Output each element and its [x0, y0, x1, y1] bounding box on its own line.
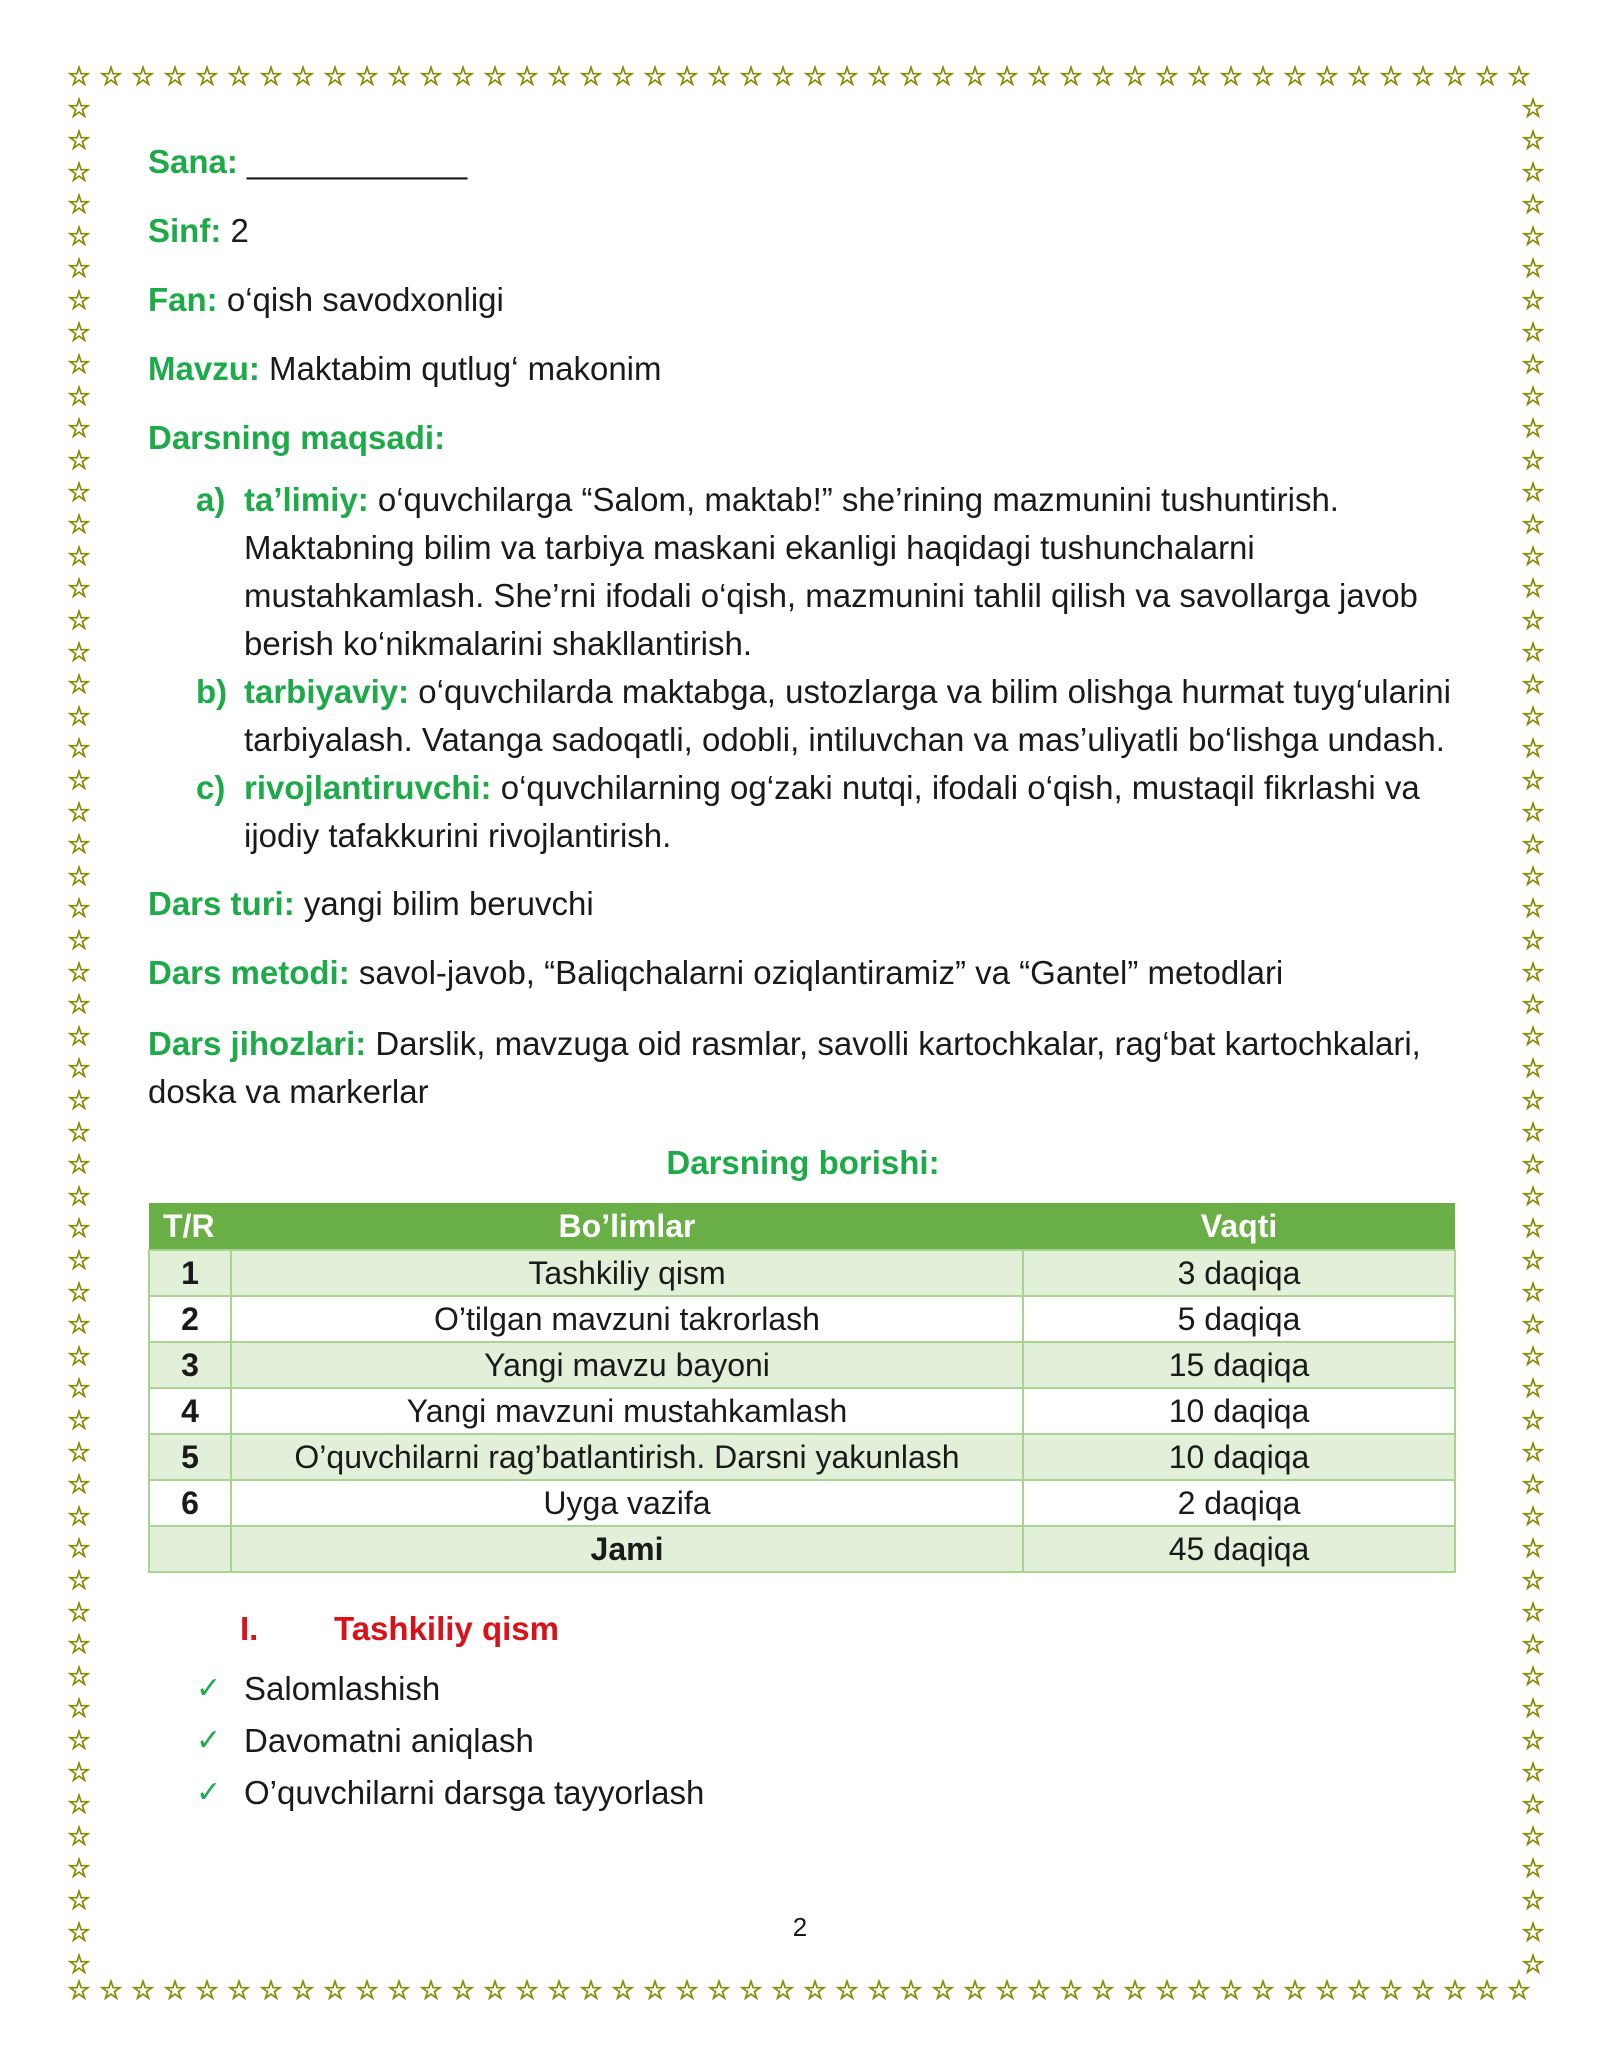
star-icon: ☆ [1521, 254, 1545, 284]
star-icon: ☆ [67, 318, 91, 348]
column-header-sections: Bo’limlar [231, 1203, 1023, 1250]
star-icon: ☆ [1283, 62, 1307, 92]
star-icon: ☆ [1521, 510, 1545, 540]
star-icon: ☆ [67, 1022, 91, 1052]
star-icon: ☆ [67, 1406, 91, 1436]
star-icon: ☆ [387, 62, 411, 92]
section-title [240, 1607, 1458, 1651]
mavzu-field [148, 347, 1458, 391]
star-icon: ☆ [931, 1976, 955, 2006]
star-icon: ☆ [1521, 1534, 1545, 1564]
star-icon: ☆ [67, 894, 91, 924]
star-icon: ☆ [67, 990, 91, 1020]
row-section: O’tilgan mavzuni takrorlash [231, 1296, 1023, 1342]
goal-item [196, 476, 1458, 668]
star-icon: ☆ [67, 1246, 91, 1276]
star-icon: ☆ [67, 1630, 91, 1660]
row-section: Uyga vazifa [231, 1480, 1023, 1526]
star-icon: ☆ [451, 62, 475, 92]
fan-value: o‘qish savodxonligi [226, 281, 504, 318]
star-icon: ☆ [67, 766, 91, 796]
star-icon: ☆ [547, 62, 571, 92]
table-total-row [149, 1526, 1455, 1572]
goal-label: ta’limiy: [244, 481, 369, 518]
star-icon: ☆ [67, 190, 91, 220]
row-time: 15 daqiqa [1023, 1342, 1455, 1388]
star-icon: ☆ [483, 62, 507, 92]
star-icon: ☆ [1521, 1950, 1545, 1980]
star-icon: ☆ [67, 1502, 91, 1532]
star-icon: ☆ [1521, 1342, 1545, 1372]
star-icon: ☆ [67, 126, 91, 156]
star-icon: ☆ [899, 62, 923, 92]
star-icon: ☆ [163, 1976, 187, 2006]
star-icon: ☆ [643, 1976, 667, 2006]
star-icon: ☆ [67, 1374, 91, 1404]
row-time: 5 daqiqa [1023, 1296, 1455, 1342]
total-label: Jami [231, 1526, 1023, 1572]
star-icon: ☆ [67, 734, 91, 764]
column-header-tr: T/R [149, 1203, 231, 1250]
star-icon: ☆ [515, 1976, 539, 2006]
star-icon: ☆ [1521, 1118, 1545, 1148]
star-icon: ☆ [67, 1150, 91, 1180]
star-icon: ☆ [1521, 286, 1545, 316]
goal-label: tarbiyaviy: [244, 673, 410, 710]
star-icon: ☆ [1521, 670, 1545, 700]
goal-marker: a) [196, 481, 226, 518]
star-icon: ☆ [67, 1470, 91, 1500]
star-icon: ☆ [1411, 62, 1435, 92]
star-icon: ☆ [67, 1886, 91, 1916]
star-icon: ☆ [1521, 1470, 1545, 1500]
star-icon: ☆ [1521, 222, 1545, 252]
star-icon: ☆ [707, 1976, 731, 2006]
star-icon: ☆ [867, 1976, 891, 2006]
table-row [149, 1388, 1455, 1434]
fan-label: Fan: [148, 281, 218, 318]
plan-heading: Darsning borishi: [666, 1144, 940, 1181]
dars-turi-label: Dars turi: [148, 885, 295, 922]
star-icon: ☆ [1521, 1214, 1545, 1244]
star-icon: ☆ [419, 62, 443, 92]
list-item [196, 1663, 1458, 1715]
column-header-time: Vaqti [1023, 1203, 1455, 1250]
star-icon: ☆ [67, 1726, 91, 1756]
star-icon: ☆ [419, 1976, 443, 2006]
star-icon: ☆ [67, 222, 91, 252]
star-icon: ☆ [611, 62, 635, 92]
star-icon: ☆ [1521, 1438, 1545, 1468]
goal-text: o‘quvchilarda maktabga, ustozlarga va bilim olishga hurmat tuyg‘ularini tarbiyalash. Vatanga sadoqatli, odobli, intiluvchan va mas’uliyatli bo‘lishga undash. [244, 673, 1451, 758]
star-icon: ☆ [963, 1976, 987, 2006]
star-icon: ☆ [995, 62, 1019, 92]
star-icon: ☆ [1187, 62, 1211, 92]
lesson-plan-table [148, 1203, 1456, 1573]
star-icon: ☆ [67, 286, 91, 316]
star-icon: ☆ [1475, 1976, 1499, 2006]
goal-label: rivojlantiruvchi: [244, 769, 492, 806]
star-icon: ☆ [1443, 62, 1467, 92]
list-item-text: Davomatni aniqlash [244, 1722, 534, 1759]
star-icon: ☆ [1091, 62, 1115, 92]
star-icon: ☆ [1521, 766, 1545, 796]
star-icon: ☆ [355, 62, 379, 92]
star-icon: ☆ [739, 1976, 763, 2006]
star-icon: ☆ [835, 62, 859, 92]
star-icon: ☆ [1187, 1976, 1211, 2006]
checklist [196, 1663, 1458, 1819]
star-icon: ☆ [1411, 1976, 1435, 2006]
star-icon: ☆ [259, 1976, 283, 2006]
star-icon: ☆ [67, 1438, 91, 1468]
star-icon: ☆ [67, 1694, 91, 1724]
star-icon: ☆ [1379, 1976, 1403, 2006]
star-icon: ☆ [67, 1662, 91, 1692]
star-icon: ☆ [355, 1976, 379, 2006]
dars-jihozlari-label: Dars jihozlari: [148, 1025, 367, 1062]
star-icon: ☆ [1521, 1790, 1545, 1820]
star-icon: ☆ [195, 62, 219, 92]
star-icon: ☆ [99, 62, 123, 92]
star-icon: ☆ [1521, 1502, 1545, 1532]
table-row [149, 1480, 1455, 1526]
star-icon: ☆ [1521, 446, 1545, 476]
star-icon: ☆ [67, 1310, 91, 1340]
table-row [149, 1342, 1455, 1388]
star-icon: ☆ [67, 798, 91, 828]
star-icon: ☆ [707, 62, 731, 92]
star-icon: ☆ [67, 1182, 91, 1212]
star-icon: ☆ [547, 1976, 571, 2006]
check-icon: ✓ [196, 1723, 222, 1758]
star-icon: ☆ [1379, 62, 1403, 92]
star-icon: ☆ [1521, 862, 1545, 892]
star-icon: ☆ [451, 1976, 475, 2006]
star-icon: ☆ [611, 1976, 635, 2006]
star-icon: ☆ [67, 1854, 91, 1884]
star-icon: ☆ [1521, 1726, 1545, 1756]
dars-turi-field [148, 882, 1458, 926]
dars-jihozlari-value: Darslik, mavzuga oid rasmlar, savolli kartochkalar, rag‘bat kartochkalari, doska va markerlar [148, 1025, 1421, 1110]
star-icon: ☆ [1507, 62, 1531, 92]
star-icon: ☆ [1521, 702, 1545, 732]
star-icon: ☆ [1521, 382, 1545, 412]
star-icon: ☆ [131, 62, 155, 92]
section-name: Tashkiliy qism [334, 1610, 559, 1647]
star-icon: ☆ [1521, 1822, 1545, 1852]
star-icon: ☆ [67, 94, 91, 124]
star-icon: ☆ [1347, 1976, 1371, 2006]
star-icon: ☆ [67, 510, 91, 540]
star-icon: ☆ [67, 926, 91, 956]
star-icon: ☆ [67, 542, 91, 572]
star-icon: ☆ [67, 1950, 91, 1980]
star-icon: ☆ [1315, 1976, 1339, 2006]
star-icon: ☆ [67, 254, 91, 284]
dars-metodi-value: savol-javob, “Baliqchalarni oziqlantiramiz” va “Gantel” metodlari [358, 954, 1284, 991]
star-icon: ☆ [227, 1976, 251, 2006]
star-icon: ☆ [1521, 1886, 1545, 1916]
list-item [196, 1767, 1458, 1819]
star-icon: ☆ [1283, 1976, 1307, 2006]
star-icon: ☆ [1091, 1976, 1115, 2006]
star-icon: ☆ [323, 62, 347, 92]
star-icon: ☆ [67, 1054, 91, 1084]
star-icon: ☆ [1521, 894, 1545, 924]
dars-jihozlari-field [148, 1020, 1458, 1116]
star-icon: ☆ [67, 350, 91, 380]
star-icon: ☆ [803, 1976, 827, 2006]
star-icon: ☆ [67, 574, 91, 604]
star-icon: ☆ [67, 1758, 91, 1788]
list-item-text: Salomlashish [244, 1670, 441, 1707]
star-icon: ☆ [1521, 1374, 1545, 1404]
star-icon: ☆ [579, 62, 603, 92]
star-icon: ☆ [1521, 542, 1545, 572]
dars-metodi-field [148, 951, 1458, 995]
row-time: 10 daqiqa [1023, 1434, 1455, 1480]
star-icon: ☆ [867, 62, 891, 92]
row-number: 4 [149, 1388, 231, 1434]
sana-label: Sana: [148, 143, 238, 180]
star-icon: ☆ [899, 1976, 923, 2006]
star-icon: ☆ [67, 1534, 91, 1564]
fan-field [148, 278, 1458, 322]
star-icon: ☆ [67, 446, 91, 476]
goal-item [196, 764, 1458, 860]
star-icon: ☆ [67, 702, 91, 732]
total-empty-cell [149, 1526, 231, 1572]
star-icon: ☆ [67, 1976, 91, 2006]
sana-value: ____________ [247, 143, 468, 180]
star-icon: ☆ [1521, 798, 1545, 828]
star-icon: ☆ [675, 1976, 699, 2006]
star-icon: ☆ [227, 62, 251, 92]
goal-marker: c) [196, 769, 226, 806]
star-icon: ☆ [1521, 958, 1545, 988]
sinf-field [148, 209, 1458, 253]
star-icon: ☆ [1521, 926, 1545, 956]
star-icon: ☆ [67, 1086, 91, 1116]
star-icon: ☆ [291, 1976, 315, 2006]
star-icon: ☆ [1123, 1976, 1147, 2006]
star-icon: ☆ [1521, 1854, 1545, 1884]
star-icon: ☆ [1521, 94, 1545, 124]
star-icon: ☆ [131, 1976, 155, 2006]
star-icon: ☆ [195, 1976, 219, 2006]
table-row [149, 1434, 1455, 1480]
star-icon: ☆ [1521, 350, 1545, 380]
row-section: Yangi mavzuni mustahkamlash [231, 1388, 1023, 1434]
star-icon: ☆ [323, 1976, 347, 2006]
star-icon: ☆ [1219, 62, 1243, 92]
star-icon: ☆ [67, 62, 91, 92]
star-icon: ☆ [771, 62, 795, 92]
star-icon: ☆ [1521, 1150, 1545, 1180]
star-icon: ☆ [291, 62, 315, 92]
star-icon: ☆ [643, 62, 667, 92]
row-number: 6 [149, 1480, 231, 1526]
star-icon: ☆ [67, 1342, 91, 1372]
star-icon: ☆ [1521, 1086, 1545, 1116]
star-icon: ☆ [835, 1976, 859, 2006]
star-icon: ☆ [579, 1976, 603, 2006]
star-icon: ☆ [1521, 158, 1545, 188]
star-icon: ☆ [739, 62, 763, 92]
row-section: Yangi mavzu bayoni [231, 1342, 1023, 1388]
star-icon: ☆ [1521, 1566, 1545, 1596]
mavzu-label: Mavzu: [148, 350, 260, 387]
sinf-value: 2 [230, 212, 249, 249]
star-icon: ☆ [1521, 414, 1545, 444]
check-icon: ✓ [196, 1671, 222, 1706]
star-icon: ☆ [1027, 1976, 1051, 2006]
star-icon: ☆ [67, 830, 91, 860]
star-icon: ☆ [67, 958, 91, 988]
row-time: 3 daqiqa [1023, 1250, 1455, 1296]
star-icon: ☆ [1443, 1976, 1467, 2006]
star-icon: ☆ [515, 62, 539, 92]
star-icon: ☆ [67, 1822, 91, 1852]
star-icon: ☆ [1521, 1246, 1545, 1276]
table-row [149, 1250, 1455, 1296]
star-icon: ☆ [67, 1918, 91, 1948]
goals-heading: Darsning maqsadi: [148, 419, 446, 456]
star-icon: ☆ [675, 62, 699, 92]
star-icon: ☆ [1521, 1022, 1545, 1052]
star-icon: ☆ [1521, 990, 1545, 1020]
star-icon: ☆ [1521, 126, 1545, 156]
star-icon: ☆ [995, 1976, 1019, 2006]
section-number: I. [240, 1610, 259, 1647]
sinf-label: Sinf: [148, 212, 222, 249]
star-icon: ☆ [163, 62, 187, 92]
star-icon: ☆ [67, 862, 91, 892]
star-icon: ☆ [1521, 1598, 1545, 1628]
goal-text: o‘quvchilarning og‘zaki nutqi, ifodali o‘qish, mustaqil fikrlashi va ijodiy tafakkurini rivojlantirish. [244, 769, 1420, 854]
row-number: 5 [149, 1434, 231, 1480]
star-icon: ☆ [1521, 1182, 1545, 1212]
star-icon: ☆ [1155, 62, 1179, 92]
row-number: 2 [149, 1296, 231, 1342]
star-icon: ☆ [931, 62, 955, 92]
star-icon: ☆ [1521, 478, 1545, 508]
star-icon: ☆ [1475, 62, 1499, 92]
star-icon: ☆ [1521, 574, 1545, 604]
row-section: Tashkiliy qism [231, 1250, 1023, 1296]
star-icon: ☆ [1521, 734, 1545, 764]
check-icon: ✓ [196, 1775, 222, 1810]
goal-text: o‘quvchilarga “Salom, maktab!” she’rining mazmunini tushuntirish. Maktabning bilim va tarbiya maskani ekanligi haqidagi tushunchalarni mustahkamlash. She’rni ifodali o‘qish, mazmunini tahlil qilish va savollarga javob berish ko‘nikmalarini shakllantirish. [244, 481, 1418, 662]
list-item-text: O’quvchilarni darsga tayyorlash [244, 1774, 705, 1811]
goal-item [196, 668, 1458, 764]
star-icon: ☆ [1521, 1406, 1545, 1436]
goals-list [196, 476, 1458, 860]
mavzu-value: Maktabim qutlug‘ makonim [269, 350, 662, 387]
star-icon: ☆ [1521, 1918, 1545, 1948]
star-icon: ☆ [1251, 1976, 1275, 2006]
row-number: 1 [149, 1250, 231, 1296]
star-icon: ☆ [1507, 1976, 1531, 2006]
star-icon: ☆ [1219, 1976, 1243, 2006]
star-icon: ☆ [1521, 1662, 1545, 1692]
star-icon: ☆ [1521, 1758, 1545, 1788]
star-icon: ☆ [67, 1278, 91, 1308]
row-time: 10 daqiqa [1023, 1388, 1455, 1434]
star-icon: ☆ [67, 414, 91, 444]
row-time: 2 daqiqa [1023, 1480, 1455, 1526]
star-icon: ☆ [67, 1566, 91, 1596]
star-icon: ☆ [1521, 1694, 1545, 1724]
list-item [196, 1715, 1458, 1767]
dars-turi-value: yangi bilim beruvchi [303, 885, 594, 922]
table-row [149, 1296, 1455, 1342]
star-icon: ☆ [963, 62, 987, 92]
star-icon: ☆ [1521, 1054, 1545, 1084]
star-icon: ☆ [803, 62, 827, 92]
star-icon: ☆ [483, 1976, 507, 2006]
star-icon: ☆ [1059, 62, 1083, 92]
star-icon: ☆ [1521, 1630, 1545, 1660]
star-icon: ☆ [1251, 62, 1275, 92]
star-icon: ☆ [1347, 62, 1371, 92]
star-icon: ☆ [67, 382, 91, 412]
row-number: 3 [149, 1342, 231, 1388]
star-icon: ☆ [67, 1214, 91, 1244]
star-icon: ☆ [67, 670, 91, 700]
star-icon: ☆ [1059, 1976, 1083, 2006]
star-icon: ☆ [67, 1598, 91, 1628]
star-icon: ☆ [259, 62, 283, 92]
goal-marker: b) [196, 673, 228, 710]
star-icon: ☆ [67, 606, 91, 636]
sana-field [148, 140, 1458, 184]
star-icon: ☆ [1521, 638, 1545, 668]
star-icon: ☆ [67, 158, 91, 188]
star-icon: ☆ [67, 638, 91, 668]
star-icon: ☆ [1521, 830, 1545, 860]
star-icon: ☆ [67, 478, 91, 508]
star-icon: ☆ [1521, 1278, 1545, 1308]
star-icon: ☆ [771, 1976, 795, 2006]
star-icon: ☆ [1521, 606, 1545, 636]
star-icon: ☆ [1521, 318, 1545, 348]
star-icon: ☆ [1521, 190, 1545, 220]
star-icon: ☆ [1521, 1310, 1545, 1340]
star-icon: ☆ [67, 1790, 91, 1820]
star-icon: ☆ [1155, 1976, 1179, 2006]
star-icon: ☆ [99, 1976, 123, 2006]
row-section: O’quvchilarni rag’batlantirish. Darsni yakunlash [231, 1434, 1023, 1480]
dars-metodi-label: Dars metodi: [148, 954, 350, 991]
star-icon: ☆ [1123, 62, 1147, 92]
star-icon: ☆ [1027, 62, 1051, 92]
page-number: 2 [792, 1912, 808, 1942]
star-icon: ☆ [67, 1118, 91, 1148]
total-value: 45 daqiqa [1023, 1526, 1455, 1572]
star-icon: ☆ [387, 1976, 411, 2006]
star-icon: ☆ [1315, 62, 1339, 92]
lesson-plan-page [148, 140, 1458, 1819]
table-header-row [149, 1203, 1455, 1250]
